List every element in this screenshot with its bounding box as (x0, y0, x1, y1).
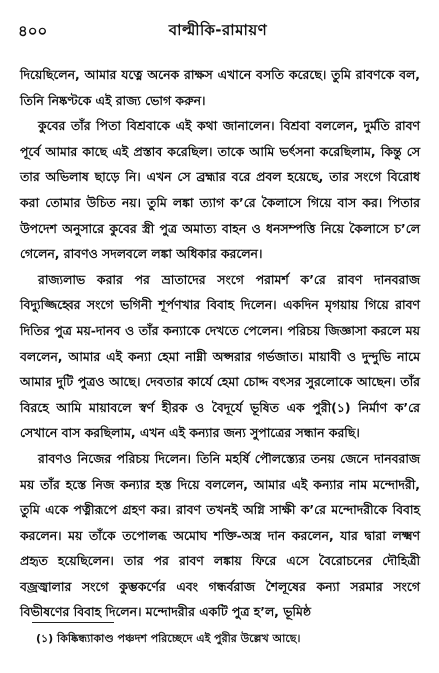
paragraph-4: রাবণও নিজের পরিচয় দিলেন। তিনি মহর্ষি পৌলস্ত্যের তনয় জেনে দানবরাজ ময় তাঁর হস্তে নিজ কন্যার হস্ত দিয়ে বললেন, আমার এই কন্যার নাম মন্দোদরী, তুমি একে পত্নীরূপে গ্রহণ কর। রাবণ তখনই অগ্নি সাক্ষী ক’রে মন্দোদরীকে বিবাহ করলেন। ময় তাঁকে তপোলব্ধ অমোঘ শক্তি-অস্ত্র দান করলেন, যার দ্বারা লক্ষ্মণ প্রহৃত হয়েছিলেন। তার পর রাবণ লঙ্কায় ফিরে এসে বৈরোচনের দৌহিত্রী বজ্রজ্বালার সংগে কুম্ভকর্ণের এবং গন্ধর্বরাজ শৈলূষের কন্যা সরমার সংগে বিভীষণের বিবাহ দিলেন। মন্দোদরীর একটি পুত্র হ’ল, ভূমিষ্ঠ (20, 450, 420, 620)
footnote: (১) কিষ্কিন্ধ্যাকাণ্ড পঞ্চদশ পরিচ্ছেদে এই পুরীর উল্লেখ আছে। (36, 632, 301, 645)
page-header (18, 14, 418, 44)
running-title: বাল্মীকি-রামায়ণ (168, 21, 268, 39)
footnote-divider (32, 622, 114, 623)
page-number: ৪০০ (18, 22, 48, 40)
paragraph-2: কুবের তাঁর পিতা বিশ্রবাকে এই কথা জানালেন। বিশ্রবা বললেন, দুর্মতি রাবণ পূর্বে আমার কাছে এই প্রস্তাব করেছিল। তাকে আমি ভর্ৎসনা করেছিলাম, কিন্তু সে তার অভিলাষ ছাড়ে নি। এখন সে ব্রহ্মার বরে প্রবল হয়েছে, তার সংগে বিরোধ করা তোমার উচিত নয়। তুমি লঙ্কা ত্যাগ ক’রে কৈলাসে গিয়ে বাস কর। পিতার উপদেশ অনুসারে কুবের স্ত্রী পুত্র অমাত্য বাহন ও ধনসম্পত্তি নিয়ে কৈলাসে চ’লে গেলেন, রাবণও সদলবলে লঙ্কা অধিকার করলেন। (20, 118, 420, 262)
paragraph-1: দিয়েছিলেন, আমার যত্নে অনেক রাক্ষস এখানে বসতি করেছে। তুমি রাবণকে বল, তিনি নিষ্কণ্টকে এই রাজ্য ভোগ করুন। (20, 67, 420, 108)
body-text (20, 62, 420, 625)
paragraph-3: রাজ্যলাভ করার পর ভ্রাতাদের সংগে পরামর্শ ক’রে রাবণ দানবরাজ বিদ্যুজ্জিহ্বের সংগে ভগিনী শূর্পণখার বিবাহ দিলেন। একদিন মৃগয়ায় গিয়ে রাবণ দিতির পুত্র ময়-দানব ও তাঁর কন্যাকে দেখতে পেলেন। পরিচয় জিজ্ঞাসা করলে ময় বললেন, আমার এই কন্যা হেমা নাম্নী অপ্সরার গর্ভজাত। মায়াবী ও দুন্দুভি নামে আমার দুটি পুত্রও আছে। দেবতার কার্যে হেমা চোদ্দ বৎসর সুরলোকে আছেন। তাঁর বিরহে আমি মায়াবলে স্বর্ণ হীরক ও বৈদূর্যে ভূষিত এক পুরী(১) নির্মাণ ক’রে সেখানে বাস করছিলাম, এখন এই কন্যার জন্য সুপাত্রের সন্ধান করছি। (20, 271, 420, 441)
